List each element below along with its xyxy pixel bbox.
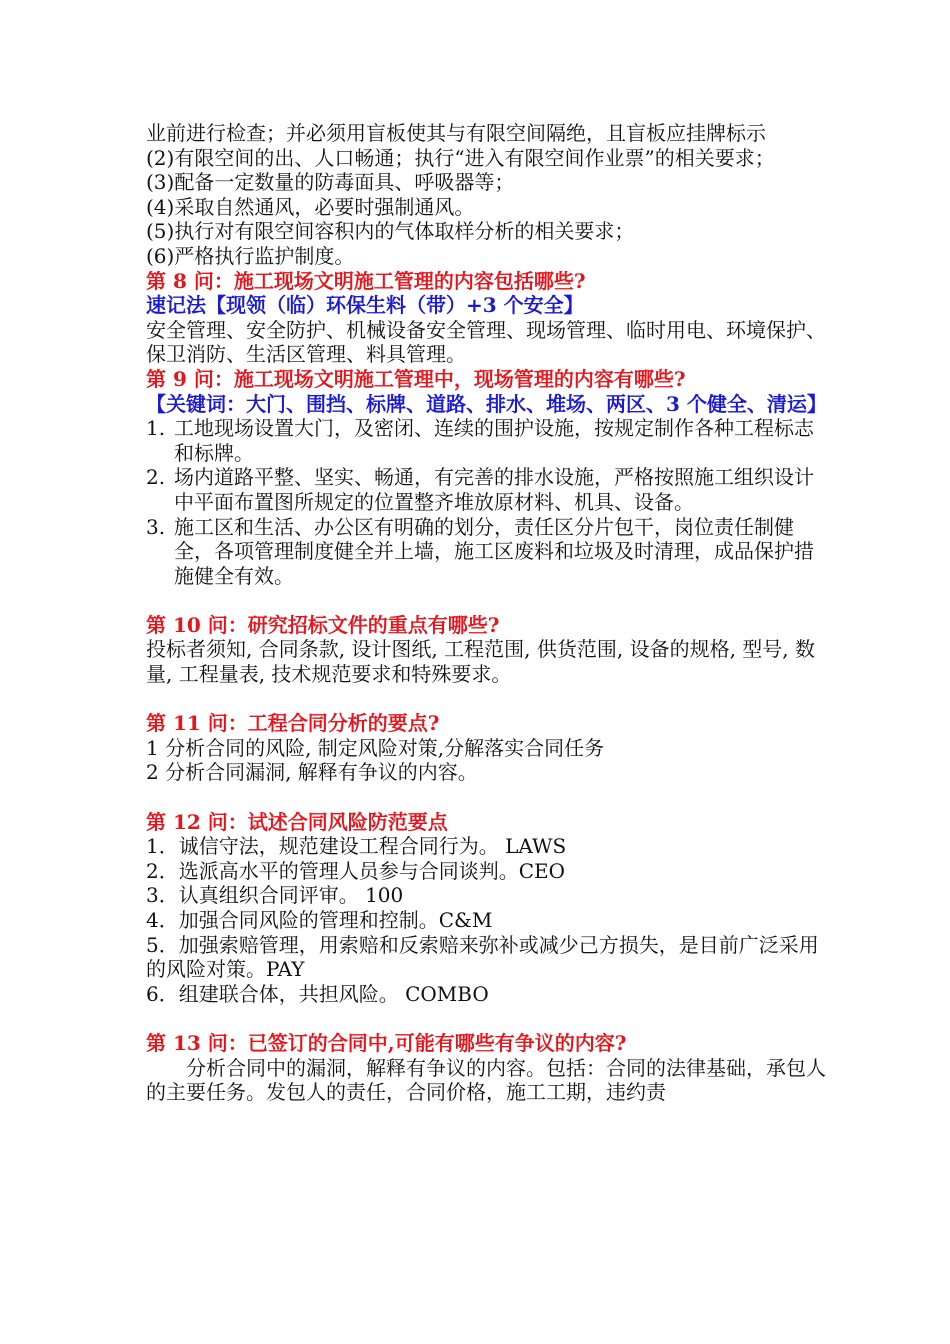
paragraph: (5)执行对有限空间容积内的气体取样分析的相关要求； xyxy=(146,219,635,244)
spacer xyxy=(146,687,826,712)
question-13-title: 第 13 问：已签订的合同中,可能有哪些有争议的内容? xyxy=(146,1030,627,1055)
paragraph: 2 分析合同漏洞, 解释有争议的内容。 xyxy=(146,760,478,785)
question-8-mnemonic: 速记法【现领（临）环保生料（带）+3 个安全】 xyxy=(146,293,584,318)
list-item xyxy=(146,515,826,589)
paragraph: 6．组建联合体，共担风险。 COMBO xyxy=(146,981,489,1006)
paragraph: 3．认真组织合同评审。 100 xyxy=(146,883,404,908)
question-12-title: 第 12 问：试述合同风险防范要点 xyxy=(146,809,448,834)
spacer xyxy=(146,1006,826,1031)
paragraph: (6)严格执行监护制度。 xyxy=(146,243,355,268)
list-number: 3. xyxy=(146,514,166,539)
question-10-answer: 投标者须知, 合同条款, 设计图纸, 工程范围, 供货范围, 设备的规格, 型号, 数量, 工程量表, 技术规范要求和特殊要求。 xyxy=(146,637,816,687)
document-body xyxy=(146,121,826,1105)
paragraph: 2．选派高水平的管理人员参与合同谈判。CEO xyxy=(146,858,566,883)
question-8-title: 第 8 问：施工现场文明施工管理的内容包括哪些? xyxy=(146,268,586,293)
paragraph: 1．诚信守法，规范建设工程合同行为。 LAWS xyxy=(146,834,567,859)
paragraph: (3)配备一定数量的防毒面具、呼吸器等； xyxy=(146,170,515,195)
paragraph: 4．加强合同风险的管理和控制。C&M xyxy=(146,908,493,932)
list-number: 2. xyxy=(146,465,166,490)
question-9-keywords: 【关键词：大门、围挡、标牌、道路、排水、堆场、两区、3 个健全、清运】 xyxy=(146,391,827,416)
spacer xyxy=(146,588,826,613)
list-text: 场内道路平整、坚实、畅通，有完善的排水设施，严格按照施工组织设计中平面布置图所规定的位置整齐堆放原材料、机具、设备。 xyxy=(174,465,814,514)
paragraph: 业前进行检查；并必须用盲板使其与有限空间隔绝，且盲板应挂牌标示 xyxy=(146,121,766,145)
paragraph: 5．加强索赔管理，用索赔和反索赔来弥补或减少己方损失，是目前广泛采用的风险对策。PAY xyxy=(146,932,819,982)
paragraph: (4)采取自然通风，必要时强制通风。 xyxy=(146,194,475,219)
paragraph: (2)有限空间的出、人口畅通；执行“进入有限空间作业票”的相关要求； xyxy=(146,145,775,170)
list-item xyxy=(146,465,826,514)
list-number: 1. xyxy=(146,416,166,441)
question-9-title: 第 9 问：施工现场文明施工管理中，现场管理的内容有哪些? xyxy=(146,366,686,391)
spacer xyxy=(146,785,826,810)
question-9-list xyxy=(146,416,826,588)
paragraph: 1 分析合同的风险, 制定风险对策,分解落实合同任务 xyxy=(146,735,605,760)
list-text: 施工区和生活、办公区有明确的划分，责任区分片包干，岗位责任制健全，各项管理制度健全并上墙，施工区废料和垃圾及时清理，成品保护措施健全有效。 xyxy=(174,514,814,588)
question-10-title: 第 10 问：研究招标文件的重点有哪些? xyxy=(146,612,500,637)
list-item xyxy=(146,416,826,465)
list-text: 工地现场设置大门，及密闭、连续的围护设施，按规定制作各种工程标志和标牌。 xyxy=(174,416,814,465)
question-13-answer: 分析合同中的漏洞，解释有争议的内容。包括：合同的法律基础，承包人的主要任务。发包人的责任，合同价格，施工工期，违约责 xyxy=(146,1055,826,1105)
question-8-answer: 安全管理、安全防护、机械设备安全管理、现场管理、临时用电、环境保护、保卫消防、生活区管理、料具管理。 xyxy=(146,317,826,367)
question-11-title: 第 11 问：工程合同分析的要点? xyxy=(146,711,440,736)
